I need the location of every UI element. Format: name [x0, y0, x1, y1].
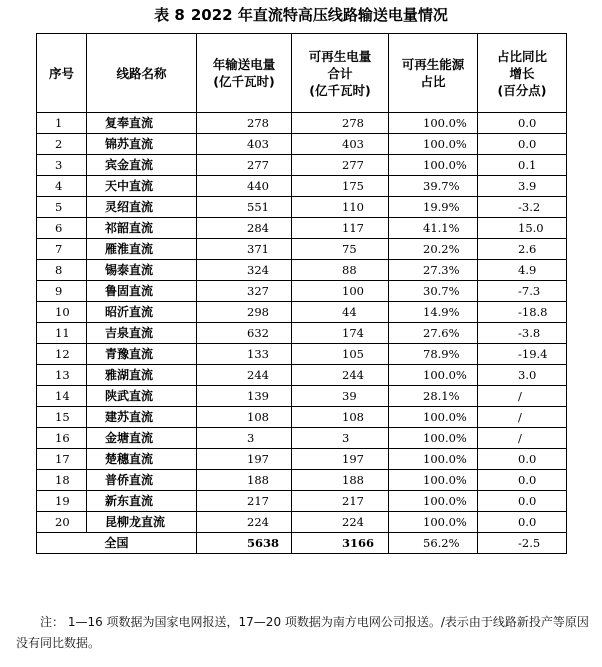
- cell-line-name: 建苏直流: [87, 407, 197, 428]
- cell-growth: 3.0: [478, 365, 567, 386]
- table-row: [37, 218, 567, 239]
- cell-share: 100.0%: [389, 428, 478, 449]
- cell-renewable: 44: [292, 302, 389, 323]
- cell-growth: -19.4: [478, 344, 567, 365]
- header-row: [37, 34, 567, 113]
- cell-index: 14: [37, 386, 87, 407]
- table-row: [37, 449, 567, 470]
- table-row: [37, 134, 567, 155]
- cell-growth: 0.0: [478, 470, 567, 491]
- total-label: 全国: [37, 533, 197, 554]
- cell-share: 30.7%: [389, 281, 478, 302]
- cell-volume: 3: [197, 428, 292, 449]
- cell-volume: 440: [197, 176, 292, 197]
- cell-index: 17: [37, 449, 87, 470]
- table-row: [37, 386, 567, 407]
- total-volume: 5638: [197, 533, 292, 554]
- cell-growth: -3.2: [478, 197, 567, 218]
- cell-renewable: 217: [292, 491, 389, 512]
- cell-volume: 284: [197, 218, 292, 239]
- cell-share: 14.9%: [389, 302, 478, 323]
- cell-line-name: 昭沂直流: [87, 302, 197, 323]
- cell-volume: 188: [197, 470, 292, 491]
- table-number: 表 8: [154, 6, 185, 24]
- cell-share: 27.3%: [389, 260, 478, 281]
- cell-share: 20.2%: [389, 239, 478, 260]
- cell-line-name: 陕武直流: [87, 386, 197, 407]
- cell-index: 10: [37, 302, 87, 323]
- header-renewable-share: 可再生能源 占比: [389, 34, 478, 113]
- cell-growth: 0.1: [478, 155, 567, 176]
- cell-growth: 0.0: [478, 512, 567, 533]
- cell-growth: 0.0: [478, 491, 567, 512]
- cell-renewable: 403: [292, 134, 389, 155]
- table-row: [37, 176, 567, 197]
- table-row: [37, 407, 567, 428]
- header-annual-volume: 年输送电量 (亿千瓦时): [197, 34, 292, 113]
- cell-renewable: 110: [292, 197, 389, 218]
- cell-line-name: 雅湖直流: [87, 365, 197, 386]
- cell-index: 2: [37, 134, 87, 155]
- cell-index: 3: [37, 155, 87, 176]
- cell-share: 78.9%: [389, 344, 478, 365]
- cell-line-name: 祁韶直流: [87, 218, 197, 239]
- cell-line-name: 金塘直流: [87, 428, 197, 449]
- cell-line-name: 锦苏直流: [87, 134, 197, 155]
- cell-index: 9: [37, 281, 87, 302]
- cell-index: 16: [37, 428, 87, 449]
- cell-renewable: 188: [292, 470, 389, 491]
- cell-volume: 224: [197, 512, 292, 533]
- cell-renewable: 105: [292, 344, 389, 365]
- table-row: [37, 113, 567, 134]
- cell-index: 11: [37, 323, 87, 344]
- cell-volume: 324: [197, 260, 292, 281]
- cell-index: 7: [37, 239, 87, 260]
- cell-growth: 4.9: [478, 260, 567, 281]
- table-row: [37, 260, 567, 281]
- cell-growth: -3.8: [478, 323, 567, 344]
- cell-line-name: 复奉直流: [87, 113, 197, 134]
- cell-share: 41.1%: [389, 218, 478, 239]
- cell-volume: 277: [197, 155, 292, 176]
- cell-line-name: 青豫直流: [87, 344, 197, 365]
- cell-growth: /: [478, 407, 567, 428]
- cell-share: 100.0%: [389, 407, 478, 428]
- cell-volume: 371: [197, 239, 292, 260]
- cell-growth: 2.6: [478, 239, 567, 260]
- cell-volume: 327: [197, 281, 292, 302]
- cell-share: 100.0%: [389, 512, 478, 533]
- cell-growth: -7.3: [478, 281, 567, 302]
- cell-renewable: 39: [292, 386, 389, 407]
- cell-line-name: 昆柳龙直流: [87, 512, 197, 533]
- table-row: [37, 470, 567, 491]
- cell-share: 100.0%: [389, 470, 478, 491]
- cell-index: 4: [37, 176, 87, 197]
- cell-growth: 0.0: [478, 113, 567, 134]
- cell-growth: 15.0: [478, 218, 567, 239]
- cell-volume: 139: [197, 386, 292, 407]
- cell-renewable: 224: [292, 512, 389, 533]
- cell-index: 1: [37, 113, 87, 134]
- cell-share: 100.0%: [389, 449, 478, 470]
- cell-volume: 244: [197, 365, 292, 386]
- cell-share: 28.1%: [389, 386, 478, 407]
- cell-growth: 0.0: [478, 449, 567, 470]
- cell-growth: 3.9: [478, 176, 567, 197]
- cell-growth: /: [478, 428, 567, 449]
- cell-share: 39.7%: [389, 176, 478, 197]
- cell-index: 18: [37, 470, 87, 491]
- cell-index: 8: [37, 260, 87, 281]
- cell-line-name: 吉泉直流: [87, 323, 197, 344]
- cell-index: 12: [37, 344, 87, 365]
- total-row: [37, 533, 567, 554]
- cell-share: 100.0%: [389, 491, 478, 512]
- cell-index: 5: [37, 197, 87, 218]
- cell-growth: /: [478, 386, 567, 407]
- cell-share: 100.0%: [389, 134, 478, 155]
- header-line-name: 线路名称: [87, 34, 197, 113]
- cell-share: 100.0%: [389, 365, 478, 386]
- cell-volume: 278: [197, 113, 292, 134]
- table-row: [37, 239, 567, 260]
- footnote: 注： 1—16 项数据为国家电网报送，17—20 项数据为南方电网公司报送。/表示由于线路新投产等原因没有同比数据。: [16, 615, 589, 650]
- total-growth: -2.5: [478, 533, 567, 554]
- cell-renewable: 244: [292, 365, 389, 386]
- header-index: 序号: [37, 34, 87, 113]
- cell-share: 27.6%: [389, 323, 478, 344]
- cell-volume: 108: [197, 407, 292, 428]
- header-renewable-volume: 可再生电量 合计 (亿千瓦时): [292, 34, 389, 113]
- cell-line-name: 天中直流: [87, 176, 197, 197]
- transmission-table: [36, 33, 567, 554]
- header-share-growth: 占比同比 增长 (百分点): [478, 34, 567, 113]
- cell-growth: -18.8: [478, 302, 567, 323]
- table-row: [37, 512, 567, 533]
- cell-renewable: 174: [292, 323, 389, 344]
- cell-volume: 298: [197, 302, 292, 323]
- cell-volume: 551: [197, 197, 292, 218]
- table-row: [37, 302, 567, 323]
- cell-volume: 133: [197, 344, 292, 365]
- cell-volume: 632: [197, 323, 292, 344]
- table-row: [37, 428, 567, 449]
- cell-index: 13: [37, 365, 87, 386]
- table-title-text: 2022 年直流特高压线路输送电量情况: [190, 6, 448, 24]
- cell-line-name: 灵绍直流: [87, 197, 197, 218]
- cell-renewable: 75: [292, 239, 389, 260]
- cell-volume: 217: [197, 491, 292, 512]
- table-row: [37, 365, 567, 386]
- cell-renewable: 108: [292, 407, 389, 428]
- cell-renewable: 197: [292, 449, 389, 470]
- cell-line-name: 鲁固直流: [87, 281, 197, 302]
- cell-index: 15: [37, 407, 87, 428]
- cell-share: 100.0%: [389, 113, 478, 134]
- cell-line-name: 锡泰直流: [87, 260, 197, 281]
- cell-renewable: 277: [292, 155, 389, 176]
- cell-line-name: 普侨直流: [87, 470, 197, 491]
- table-row: [37, 155, 567, 176]
- cell-renewable: 175: [292, 176, 389, 197]
- cell-index: 20: [37, 512, 87, 533]
- table-row: [37, 281, 567, 302]
- cell-line-name: 雁淮直流: [87, 239, 197, 260]
- cell-volume: 197: [197, 449, 292, 470]
- cell-volume: 403: [197, 134, 292, 155]
- cell-share: 100.0%: [389, 155, 478, 176]
- cell-index: 6: [37, 218, 87, 239]
- cell-line-name: 宾金直流: [87, 155, 197, 176]
- cell-renewable: 88: [292, 260, 389, 281]
- table-row: [37, 197, 567, 218]
- cell-renewable: 117: [292, 218, 389, 239]
- table-row: [37, 344, 567, 365]
- cell-share: 19.9%: [389, 197, 478, 218]
- cell-renewable: 100: [292, 281, 389, 302]
- cell-index: 19: [37, 491, 87, 512]
- table-title: [0, 4, 602, 26]
- cell-line-name: 楚穗直流: [87, 449, 197, 470]
- table-row: [37, 491, 567, 512]
- cell-renewable: 3: [292, 428, 389, 449]
- total-share: 56.2%: [389, 533, 478, 554]
- cell-renewable: 278: [292, 113, 389, 134]
- total-renewable: 3166: [292, 533, 389, 554]
- cell-growth: 0.0: [478, 134, 567, 155]
- table-row: [37, 323, 567, 344]
- cell-line-name: 新东直流: [87, 491, 197, 512]
